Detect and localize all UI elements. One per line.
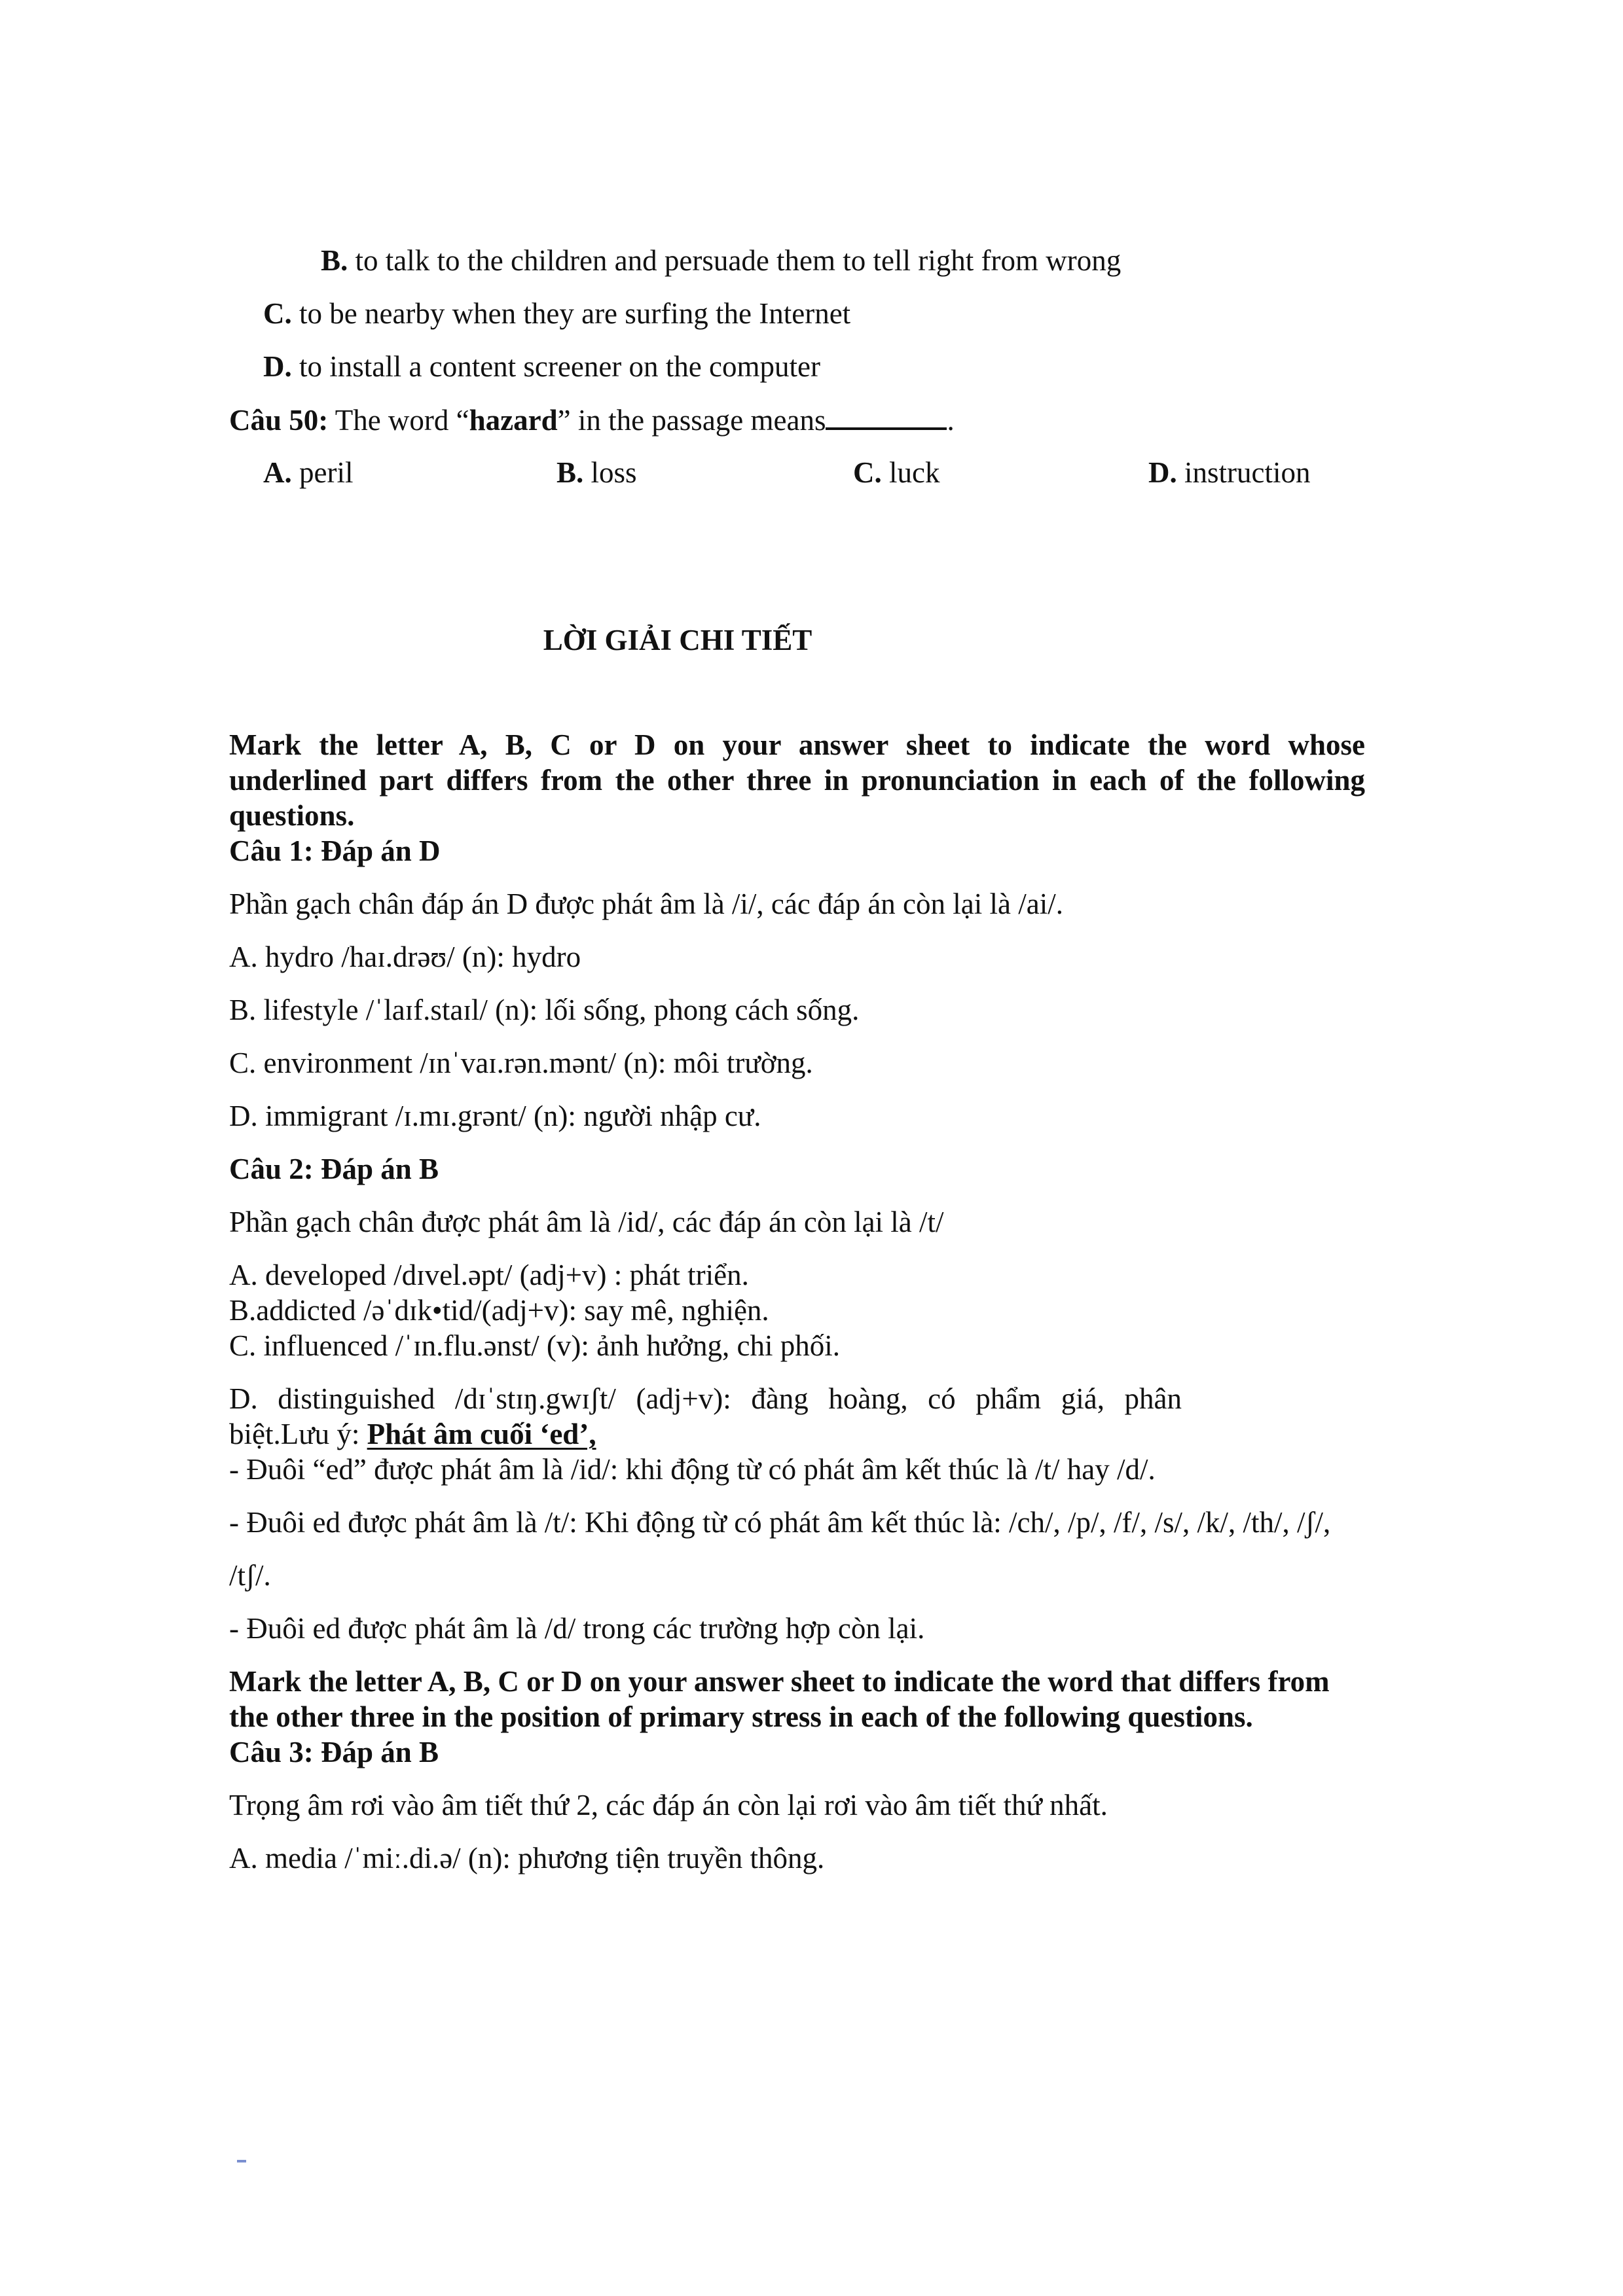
ed-rule-1: - Đuôi “ed” được phát âm là /id/: khi động từ có phát âm kết thúc là /t/ hay /d/. [229,1453,1156,1486]
option-letter: B. [321,244,348,277]
q1-option-c: C. environment /ɪnˈvaɪ.rən.mənt/ (n): môi trường. [229,1047,813,1079]
section2-instruction-line2: the other three in the position of primary stress in each of the following questions. [229,1700,1253,1733]
q49-option-c [263,295,850,332]
q2-option-d-continued: biệt.Lưu ý: [229,1418,367,1450]
option-text: instruction [1176,456,1311,489]
option-text: to be nearby when they are surfing the Internet [291,297,851,330]
section1-instruction-line1: Mark the letter A, B, C or D on your answer sheet to indicate the word whose [229,728,1365,761]
q50-option-a [263,454,353,491]
q3-answer-title: Câu 3: Đáp án B [229,1736,439,1768]
q3-option-a: A. media /ˈmiː.di.ə/ (n): phương tiện truyền thông. [229,1842,825,1874]
q2-explanation: Phần gạch chân được phát âm là /id/, các đáp án còn lại là /t/ [229,1206,944,1238]
q50-option-d [1148,454,1310,491]
q2-option-a: A. developed /dɪvel.əpt/ (adj+v) : phát triển. [229,1259,749,1291]
ed-rule-3: - Đuôi ed được phát âm là /d/ trong các trường hợp còn lại. [229,1612,925,1645]
q2-answer-title: Câu 2: Đáp án B [229,1153,439,1185]
option-text: to install a content screener on the computer [291,350,820,383]
q1-option-d: D. immigrant /ɪ.mɪ.grənt/ (n): người nhập cư. [229,1100,761,1132]
q1-option-a: A. hydro /haɪ.drəʊ/ (n): hydro [229,941,581,973]
q3-explanation: Trọng âm rơi vào âm tiết thứ 2, các đáp án còn lại rơi vào âm tiết thứ nhất. [229,1789,1108,1821]
q49-option-d [263,348,820,385]
option-letter: D. [1148,456,1177,489]
option-letter: C. [853,456,882,489]
q50-stem [229,401,955,439]
question-text: The word “ [328,404,469,437]
q1-explanation: Phần gạch chân đáp án D được phát âm là /i/, các đáp án còn lại là /ai/. [229,888,1063,920]
q2-note [229,1416,596,1452]
answer-blank [826,401,947,430]
section1-instruction-line3: questions. [229,799,355,832]
question-text: ” in the passage means [557,404,826,437]
option-text: to talk to the children and persuade them to tell right from wrong [348,244,1122,277]
q49-option-b [321,242,1121,279]
section1-instruction-line2: underlined part differs from the other three in pronunciation in each of the following [229,764,1365,797]
question-keyword: hazard [469,404,558,437]
option-letter: C. [263,297,292,330]
solution-title: LỜI GIẢI CHI TIẾT [543,624,812,656]
question-label: Câu 50: [229,404,329,437]
note-title: Phát âm cuối ‘ed’, [367,1418,596,1450]
question-end: . [947,404,955,437]
ed-rule-2: - Đuôi ed được phát âm là /t/: Khi động từ có phát âm kết thúc là: /ch/, /p/, /f/, /s/, /k/, /th/, /ʃ/, [229,1506,1331,1539]
option-letter: A. [263,456,292,489]
q50-option-c [853,454,939,491]
ed-rule-2-continued: /tʃ/. [229,1559,271,1592]
footer-mark [237,2160,246,2162]
option-letter: D. [263,350,292,383]
option-letter: B. [556,456,584,489]
q2-option-d: D. distinguished /dɪˈstɪŋ.gwɪʃt/ (adj+v): đàng hoàng, có phẩm giá, phân [229,1382,1182,1415]
section2-instruction-line1: Mark the letter A, B, C or D on your answer sheet to indicate the word that differs from [229,1665,1330,1698]
q50-option-b [556,454,637,491]
q2-option-c: C. influenced /ˈɪn.flu.ənst/ (v): ảnh hưởng, chi phối. [229,1329,841,1362]
q2-option-b: B.addicted /əˈdɪk•tid/(adj+v): say mê, nghiện. [229,1294,769,1327]
option-text: loss [583,456,637,489]
q1-option-b: B. lifestyle /ˈlaɪf.staɪl/ (n): lối sống, phong cách sống. [229,994,860,1026]
option-text: luck [881,456,940,489]
q1-answer-title: Câu 1: Đáp án D [229,834,441,867]
option-text: peril [291,456,354,489]
